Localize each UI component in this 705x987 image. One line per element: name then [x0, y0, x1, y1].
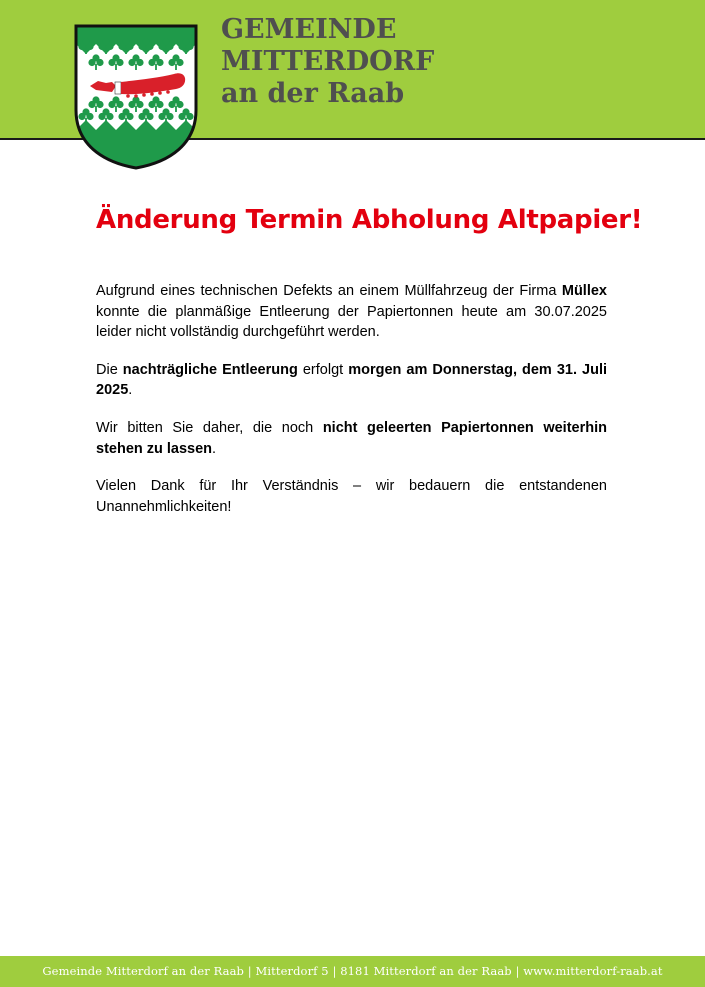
paragraph-defect: [96, 281, 607, 343]
text-segment: Wir bitten Sie daher, die noch: [96, 419, 323, 436]
paragraph-new-date: [96, 360, 607, 401]
footer-contact: Gemeinde Mitterdorf an der Raab | Mitterdorf 5 | 8181 Mitterdorf an der Raab | www.mitterdorf-raab.at: [42, 964, 663, 978]
company-name: Müllex: [561, 283, 607, 299]
notice-headline: Änderung Termin Abholung Altpapier!: [96, 205, 643, 235]
paragraph-request: [96, 418, 607, 459]
text-segment: konnte die planmäßige Entleerung der Papiertonnen heute am 30.07.2025 leider nicht vollständig durchgeführt werden.: [96, 303, 607, 341]
footer-band: [0, 956, 705, 987]
text-segment: Die: [96, 361, 123, 378]
municipality-title: [221, 14, 434, 110]
text-segment: Aufgrund eines technischen Defekts an einem Müllfahrzeug der Firma: [96, 283, 562, 299]
new-date: morgen am Donnerstag, dem 31. Juli 2025: [96, 361, 607, 399]
text-segment: erfolgt: [297, 361, 349, 378]
title-line-1: GEMEINDE: [221, 14, 397, 45]
title-line-2: MITTERDORF: [221, 46, 435, 77]
emphasis-text: nachträgliche Entleerung: [122, 361, 298, 378]
paragraph-thanks: Vielen Dank für Ihr Verständnis – wir bedauern die entstandenen Unannehmlichkeiten!: [96, 478, 607, 515]
coat-of-arms-icon: [72, 22, 200, 170]
text-segment: .: [212, 440, 217, 457]
emphasis-text: nicht geleerten Papiertonnen weiterhin stehen zu lassen: [96, 419, 607, 457]
title-line-3: an der Raab: [221, 78, 405, 109]
text-segment: .: [128, 382, 133, 399]
notice-body: [96, 281, 607, 534]
